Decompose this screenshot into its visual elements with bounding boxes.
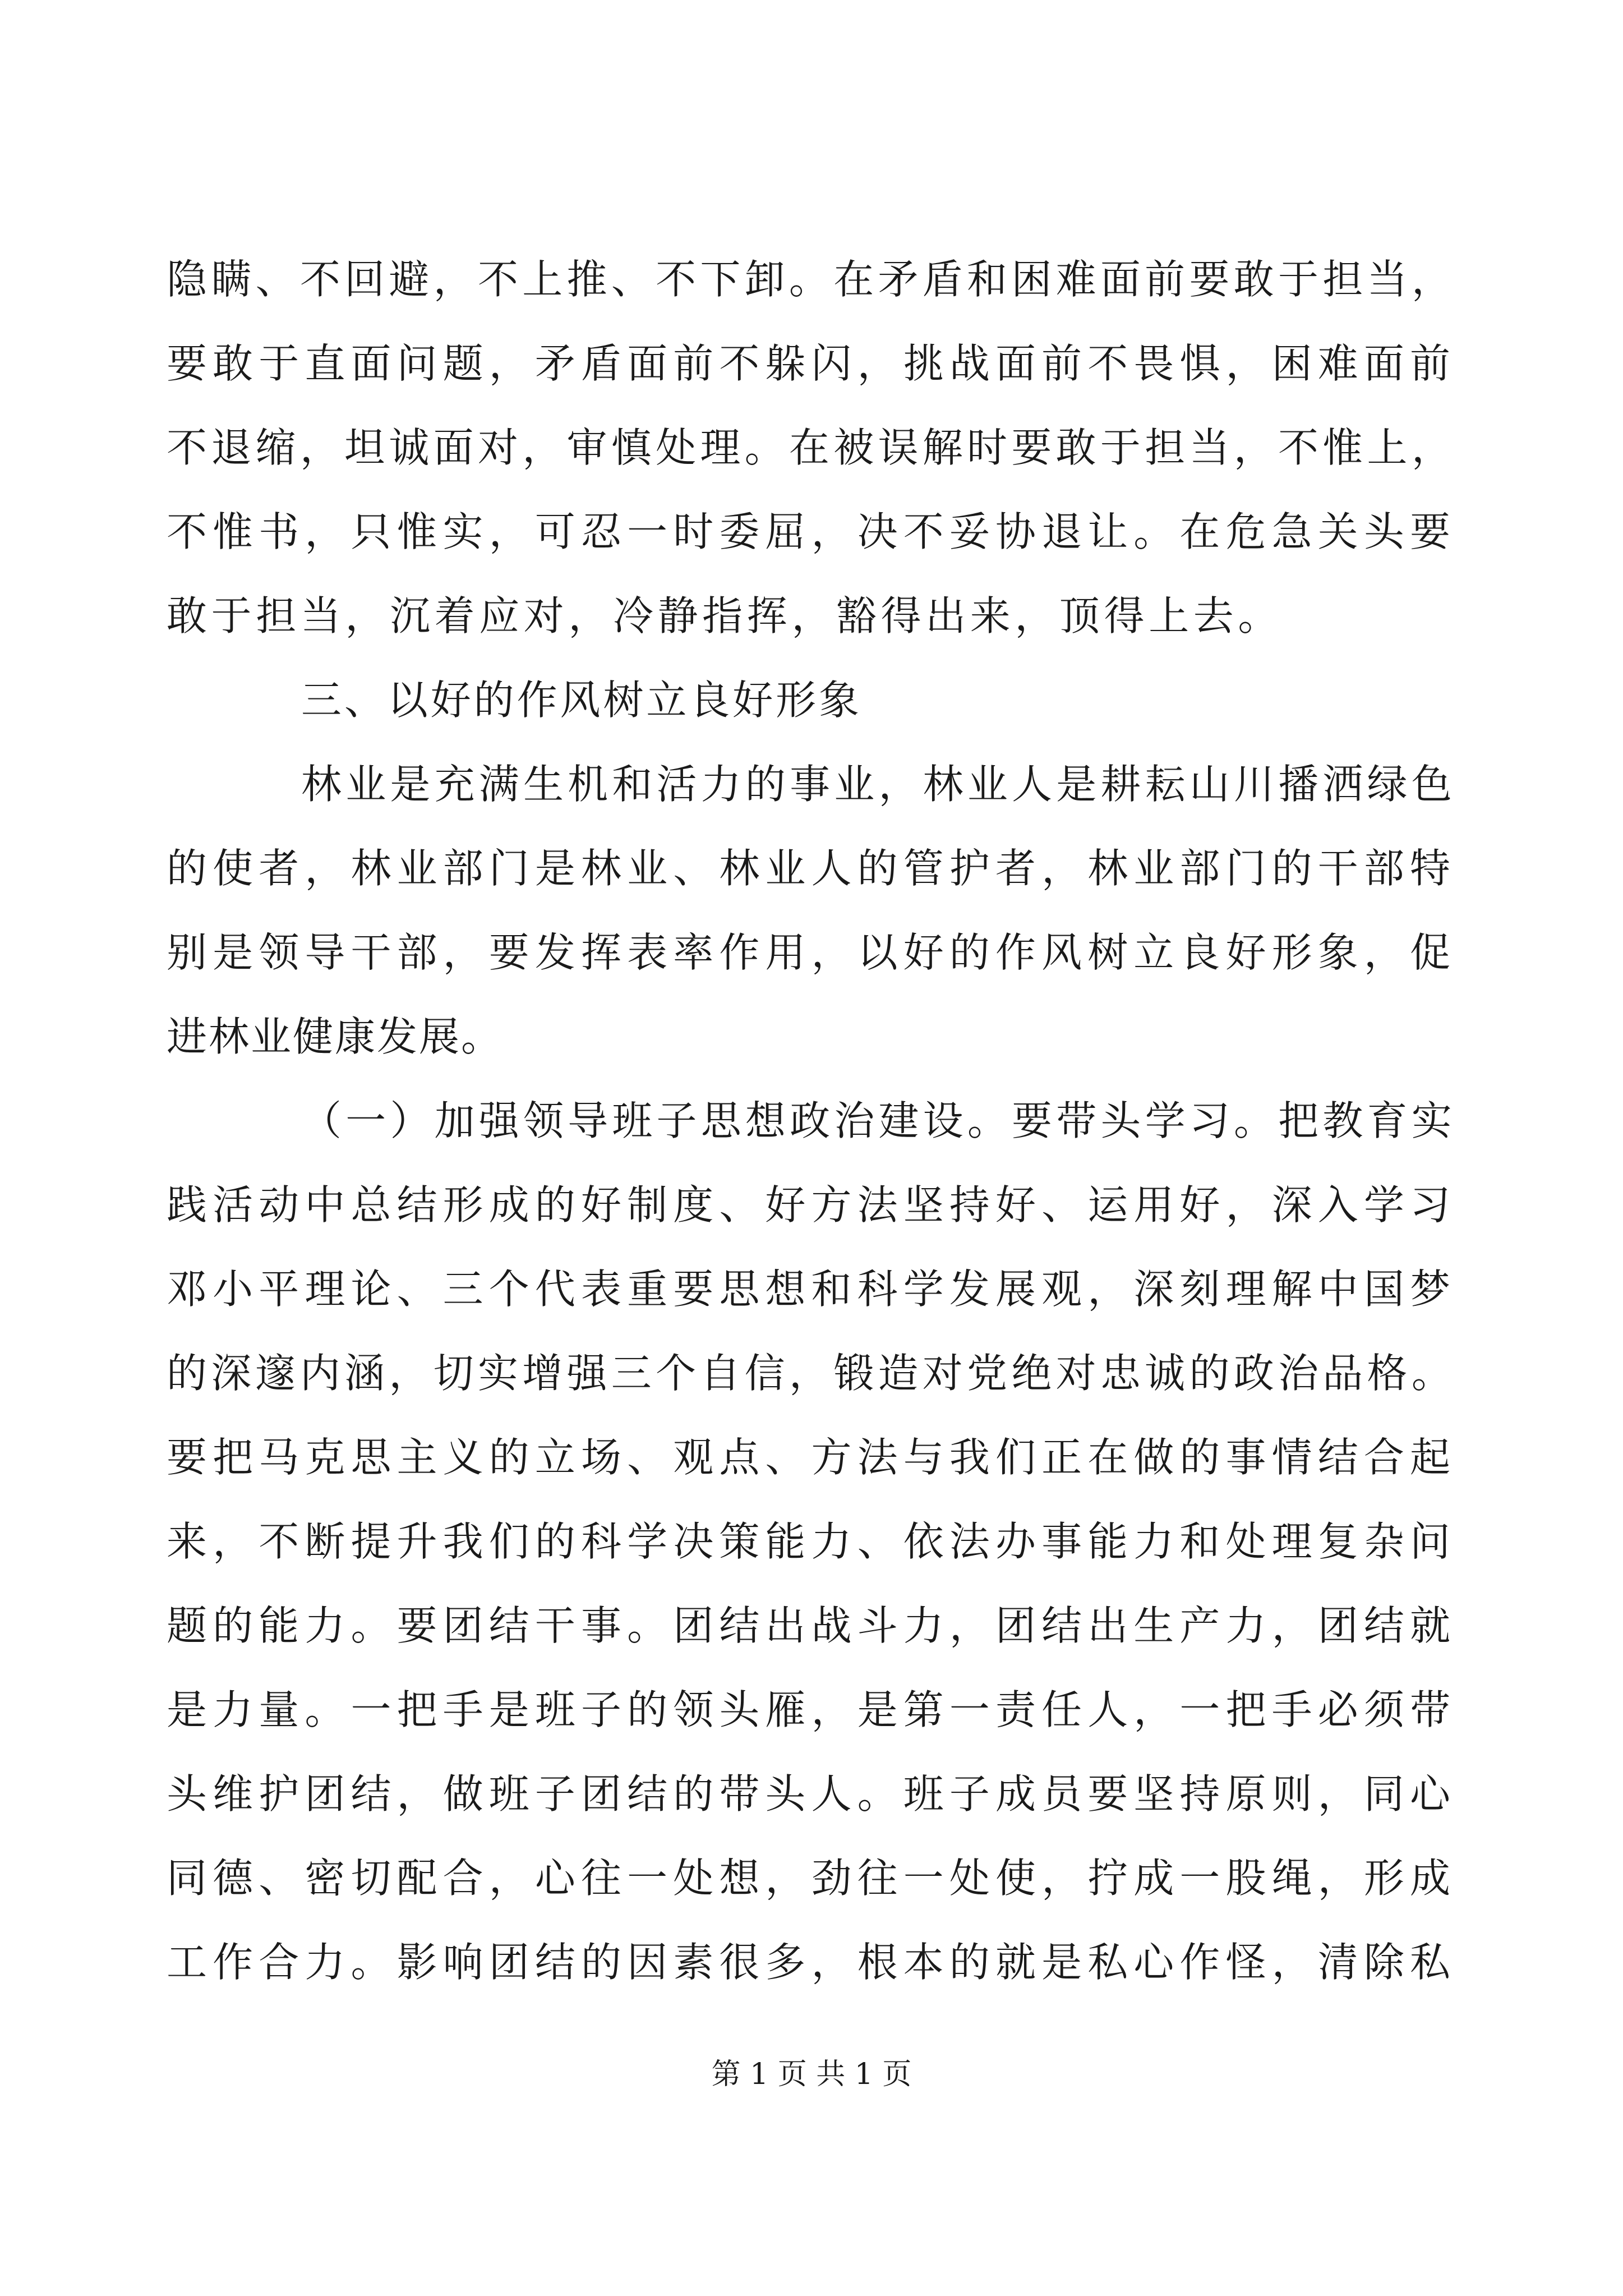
body-line — [0, 1757, 1623, 1830]
body-line-text: 头维护团结，做班子团结的带头人。班子成员要坚持原则，同心 — [167, 1770, 1456, 1818]
body-line — [0, 1168, 1623, 1241]
section-heading-text: 三、以好的作风树立良好形象 — [301, 677, 862, 724]
section-heading — [0, 664, 1623, 737]
body-line — [0, 1589, 1623, 1662]
body-line — [0, 916, 1623, 989]
body-line — [0, 748, 1623, 821]
body-line-text: 同德、密切配合，心往一处想，劲往一处使，拧成一股绳，形成 — [167, 1855, 1456, 1902]
body-line-text: 邓小平理论、三个代表重要思想和科学发展观，深刻理解中国梦 — [167, 1266, 1456, 1313]
body-line-text: 别是领导干部，要发挥表率作用，以好的作风树立良好形象，促 — [167, 929, 1456, 976]
page-footer: 第 1 页 共 1 页 — [711, 2058, 912, 2091]
body-line — [0, 243, 1623, 316]
body-line — [0, 1337, 1623, 1410]
body-line — [0, 579, 1623, 652]
body-line — [0, 1084, 1623, 1157]
body-line-text: 来，不断提升我们的科学决策能力、依法办事能力和处理复杂问 — [167, 1518, 1456, 1565]
body-line-text: （一）加强领导班子思想政治建设。要带头学习。把教育实 — [301, 1097, 1456, 1144]
body-line-text: 林业是充满生机和活力的事业，林业人是耕耘山川播洒绿色 — [301, 761, 1456, 808]
body-line — [0, 1842, 1623, 1915]
body-line-text: 题的能力。要团结干事。团结出战斗力，团结出生产力，团结就 — [167, 1602, 1456, 1649]
body-line-text: 隐瞒、不回避，不上推、不下卸。在矛盾和困难面前要敢于担当， — [167, 256, 1456, 303]
body-line — [0, 1926, 1623, 1999]
body-line — [0, 832, 1623, 905]
body-line — [0, 1673, 1623, 1746]
body-line — [0, 1253, 1623, 1326]
body-line-text: 践活动中总结形成的好制度、好方法坚持好、运用好，深入学习 — [167, 1181, 1456, 1228]
body-line — [0, 1421, 1623, 1494]
body-line — [0, 495, 1623, 568]
body-line-text: 不退缩，坦诚面对，审慎处理。在被误解时要敢于担当，不惟上， — [167, 424, 1456, 471]
body-line-text: 的使者，林业部门是林业、林业人的管护者，林业部门的干部特 — [167, 845, 1456, 892]
body-line-text: 的深邃内涵，切实增强三个自信，锻造对党绝对忠诚的政治品格。 — [167, 1350, 1456, 1397]
body-line-text: 进林业健康发展。 — [167, 1013, 504, 1060]
body-line-text: 要把马克思主义的立场、观点、方法与我们正在做的事情结合起 — [167, 1434, 1456, 1481]
body-line-text: 不惟书，只惟实，可忍一时委屈，决不妥协退让。在危急关头要 — [167, 508, 1456, 555]
body-line-text: 是力量。一把手是班子的领头雁，是第一责任人，一把手必须带 — [167, 1686, 1456, 1733]
body-line-text: 敢于担当，沉着应对，冷静指挥，豁得出来，顶得上去。 — [167, 592, 1283, 639]
body-line — [0, 1505, 1623, 1578]
body-line — [0, 411, 1623, 484]
body-line-text: 工作合力。影响团结的因素很多，根本的就是私心作怪，清除私 — [167, 1939, 1456, 1986]
body-line — [0, 327, 1623, 400]
body-line-text: 要敢于直面问题，矛盾面前不躲闪，挑战面前不畏惧，困难面前 — [167, 340, 1456, 387]
body-line — [0, 1000, 1623, 1073]
